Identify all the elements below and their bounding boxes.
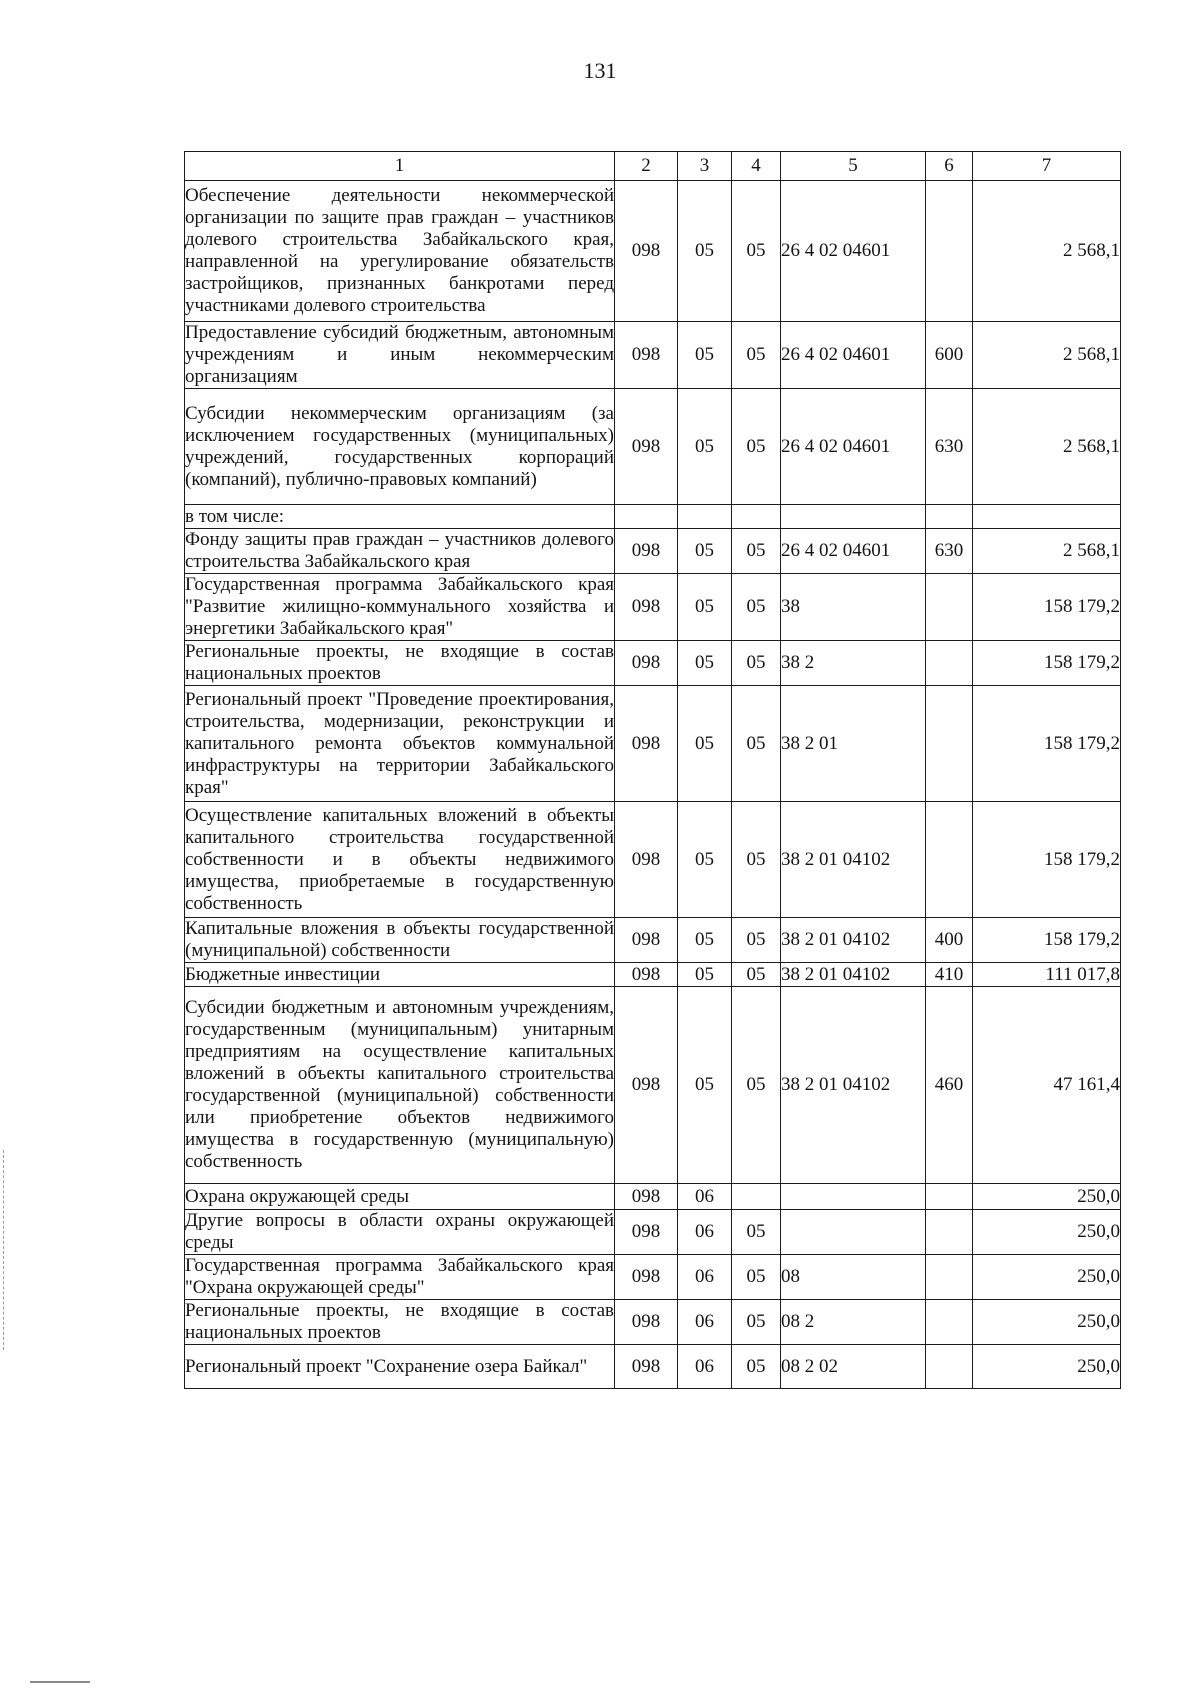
row-type-cell: 630	[926, 389, 973, 505]
row-type-cell	[926, 1300, 973, 1345]
scan-footer-line	[30, 1681, 90, 1683]
row-type-cell	[926, 641, 973, 686]
table-row	[185, 505, 1121, 529]
row-section-cell: 06	[678, 1300, 732, 1345]
row-target-cell: 26 4 02 04601	[781, 529, 926, 574]
row-amount-cell: 2 568,1	[973, 322, 1121, 389]
row-section-cell: 05	[678, 686, 732, 802]
row-amount-cell: 250,0	[973, 1345, 1121, 1389]
header-cell: 5	[781, 152, 926, 181]
row-name-cell: Субсидии бюджетным и автономным учреждениям, государственным (муниципальным) унитарным предприятиям на осуществление капитальных вложений в объекты капитального строительства государственной (муниципальной) собственности или приобретение объектов недвижимого имущества в государственную (муниципальную) собственность	[185, 987, 615, 1184]
row-section-cell: 06	[678, 1255, 732, 1300]
row-name-cell: Другие вопросы в области охраны окружающей среды	[185, 1210, 614, 1253]
row-code-cell	[615, 505, 678, 529]
table-row	[185, 322, 1121, 389]
table-row	[185, 1184, 1121, 1210]
row-target-cell: 26 4 02 04601	[781, 181, 926, 322]
row-section-cell: 06	[678, 1345, 732, 1389]
row-code-cell: 098	[615, 181, 678, 322]
row-code-cell: 098	[615, 987, 678, 1184]
row-code-cell: 098	[615, 1210, 678, 1255]
row-code-cell: 098	[615, 1345, 678, 1389]
row-section-cell: 06	[678, 1184, 732, 1210]
row-target-cell	[781, 1210, 926, 1255]
row-target-cell: 38 2 01 04102	[781, 987, 926, 1184]
table-row	[185, 389, 1121, 505]
row-subsection-cell: 05	[732, 918, 781, 963]
row-section-cell: 05	[678, 529, 732, 574]
row-target-cell: 08 2 02	[781, 1345, 926, 1389]
table-row	[185, 181, 1121, 322]
row-name-cell: Государственная программа Забайкальского края "Охрана окружающей среды"	[185, 1255, 614, 1298]
header-row	[185, 152, 1121, 181]
row-type-cell: 400	[926, 918, 973, 963]
row-amount-cell: 250,0	[973, 1255, 1121, 1300]
row-subsection-cell: 05	[732, 963, 781, 987]
row-amount-cell: 158 179,2	[973, 641, 1121, 686]
row-section-cell: 05	[678, 802, 732, 918]
row-amount-cell: 250,0	[973, 1300, 1121, 1345]
row-subsection-cell: 05	[732, 987, 781, 1184]
header-cell: 7	[973, 152, 1121, 181]
row-code-cell: 098	[615, 963, 678, 987]
row-target-cell	[781, 505, 926, 529]
row-type-cell: 410	[926, 963, 973, 987]
row-amount-cell: 158 179,2	[973, 918, 1121, 963]
row-amount-cell: 158 179,2	[973, 802, 1121, 918]
row-subsection-cell: 05	[732, 1300, 781, 1345]
row-subsection-cell: 05	[732, 322, 781, 389]
table-row	[185, 802, 1121, 918]
table-row	[185, 1345, 1121, 1389]
page-number: 131	[583, 58, 617, 83]
row-amount-cell: 2 568,1	[973, 529, 1121, 574]
header-cell: 4	[732, 152, 781, 181]
row-code-cell: 098	[615, 529, 678, 574]
row-code-cell: 098	[615, 322, 678, 389]
row-section-cell: 06	[678, 1210, 732, 1255]
table-row	[185, 987, 1121, 1184]
row-section-cell: 05	[678, 963, 732, 987]
row-subsection-cell: 05	[732, 574, 781, 641]
row-target-cell: 38 2	[781, 641, 926, 686]
row-section-cell: 05	[678, 641, 732, 686]
row-type-cell: 600	[926, 322, 973, 389]
row-target-cell: 26 4 02 04601	[781, 322, 926, 389]
row-code-cell: 098	[615, 574, 678, 641]
scan-edge-marks	[3, 1150, 6, 1350]
row-name-cell: Охрана окружающей среды	[185, 1184, 615, 1210]
table-row	[185, 1210, 1121, 1255]
row-type-cell: 460	[926, 987, 973, 1184]
row-amount-cell: 2 568,1	[973, 181, 1121, 322]
row-type-cell	[926, 181, 973, 322]
row-target-cell: 38 2 01 04102	[781, 802, 926, 918]
row-name-cell: в том числе:	[185, 505, 615, 529]
row-code-cell: 098	[615, 641, 678, 686]
row-subsection-cell	[732, 505, 781, 529]
row-code-cell: 098	[615, 1300, 678, 1345]
table-row	[185, 686, 1121, 802]
table-row	[185, 963, 1121, 987]
row-name-cell: Субсидии некоммерческим организациям (за исключением государственных (муниципальных) учреждений, государственных корпораций (компаний), публично-правовых компаний)	[185, 389, 615, 505]
row-code-cell: 098	[615, 1184, 678, 1210]
row-subsection-cell: 05	[732, 686, 781, 802]
row-name-cell: Региональный проект "Проведение проектирования, строительства, модернизации, реконструкции и капитального ремонта объектов коммунальной инфраструктуры на территории Забайкальского края"	[185, 686, 615, 802]
row-type-cell	[926, 505, 973, 529]
row-type-cell	[926, 802, 973, 918]
row-code-cell: 098	[615, 686, 678, 802]
row-target-cell: 38 2 01 04102	[781, 963, 926, 987]
table-row	[185, 574, 1121, 641]
row-subsection-cell: 05	[732, 529, 781, 574]
row-name-cell: Государственная программа Забайкальского края "Развитие жилищно-коммунального хозяйства и энергетики Забайкальского края"	[185, 574, 614, 639]
row-type-cell	[926, 1210, 973, 1255]
row-amount-cell: 158 179,2	[973, 574, 1121, 641]
row-name-cell: Капитальные вложения в объекты государственной (муниципальной) собственности	[185, 918, 614, 961]
row-section-cell: 05	[678, 574, 732, 641]
row-section-cell: 05	[678, 987, 732, 1184]
budget-table	[184, 151, 1121, 1389]
row-subsection-cell: 05	[732, 641, 781, 686]
row-amount-cell: 250,0	[973, 1210, 1121, 1255]
row-type-cell	[926, 574, 973, 641]
header-cell: 1	[185, 152, 615, 181]
row-name-cell: Обеспечение деятельности некоммерческой организации по защите прав граждан – участников долевого строительства Забайкальского края, направленной на урегулирование обязательств застройщиков, признанных банкротами перед участниками долевого строительства	[185, 181, 615, 322]
row-code-cell: 098	[615, 1255, 678, 1300]
row-target-cell: 26 4 02 04601	[781, 389, 926, 505]
header-cell: 6	[926, 152, 973, 181]
row-type-cell	[926, 1255, 973, 1300]
row-subsection-cell: 05	[732, 802, 781, 918]
header-cell: 2	[615, 152, 678, 181]
row-type-cell: 630	[926, 529, 973, 574]
row-target-cell: 38 2 01 04102	[781, 918, 926, 963]
row-section-cell: 05	[678, 181, 732, 322]
row-target-cell: 38 2 01	[781, 686, 926, 802]
row-name-cell: Осуществление капитальных вложений в объекты капитального строительства государственной собственности и в объекты недвижимого имущества, приобретаемые в государственную собственность	[185, 802, 615, 918]
header-cell: 3	[678, 152, 732, 181]
row-subsection-cell: 05	[732, 1345, 781, 1389]
row-section-cell: 05	[678, 389, 732, 505]
row-type-cell	[926, 686, 973, 802]
row-subsection-cell: 05	[732, 1255, 781, 1300]
row-section-cell: 05	[678, 322, 732, 389]
table-row	[185, 1255, 1121, 1300]
row-amount-cell: 250,0	[973, 1184, 1121, 1210]
row-type-cell	[926, 1345, 973, 1389]
row-amount-cell: 111 017,8	[973, 963, 1121, 987]
row-name-cell: Региональные проекты, не входящие в состав национальных проектов	[185, 1300, 614, 1343]
row-target-cell: 08 2	[781, 1300, 926, 1345]
row-target-cell: 38	[781, 574, 926, 641]
table-row	[185, 529, 1121, 574]
row-subsection-cell	[732, 1184, 781, 1210]
row-subsection-cell: 05	[732, 1210, 781, 1255]
row-subsection-cell: 05	[732, 389, 781, 505]
row-subsection-cell: 05	[732, 181, 781, 322]
row-type-cell	[926, 1184, 973, 1210]
row-amount-cell: 47 161,4	[973, 987, 1121, 1184]
table-row	[185, 641, 1121, 686]
row-code-cell: 098	[615, 389, 678, 505]
row-name-cell: Региональный проект "Сохранение озера Байкал"	[185, 1345, 615, 1389]
row-code-cell: 098	[615, 918, 678, 963]
row-amount-cell: 158 179,2	[973, 686, 1121, 802]
table-row	[185, 1300, 1121, 1345]
row-name-cell: Региональные проекты, не входящие в состав национальных проектов	[185, 641, 614, 684]
table-row	[185, 918, 1121, 963]
row-target-cell	[781, 1184, 926, 1210]
row-name-cell: Бюджетные инвестиции	[185, 963, 615, 987]
row-amount-cell: 2 568,1	[973, 389, 1121, 505]
row-name-cell: Фонду защиты прав граждан – участников долевого строительства Забайкальского края	[185, 529, 614, 572]
row-amount-cell	[973, 505, 1121, 529]
row-section-cell	[678, 505, 732, 529]
row-code-cell: 098	[615, 802, 678, 918]
row-target-cell: 08	[781, 1255, 926, 1300]
row-section-cell: 05	[678, 918, 732, 963]
row-name-cell: Предоставление субсидий бюджетным, автономным учреждениям и иным некоммерческим организациям	[185, 322, 614, 387]
